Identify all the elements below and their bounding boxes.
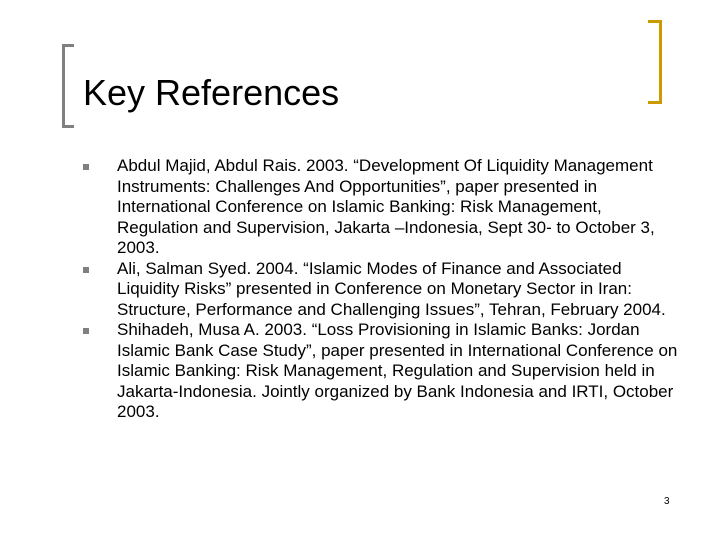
right-bracket-decoration	[648, 20, 662, 104]
reference-list	[80, 156, 680, 423]
square-bullet-icon	[83, 267, 89, 273]
reference-text: Ali, Salman Syed. 2004. “Islamic Modes of Finance and Associated Liquidity Risks” presented in Conference on Monetary Sector in Iran: Structure, Performance and Challenging Issues”, Tehran, February 2004.	[117, 258, 666, 319]
reference-text: Shihadeh, Musa A. 2003. “Loss Provisioning in Islamic Banks: Jordan Islamic Bank Case Study”, paper presented in International Conference on Islamic Banking: Risk Management, Regulation and Supervision held in Jakarta-Indonesia. Jointly organized by Bank Indonesia and IRTI, October 2003.	[117, 320, 678, 421]
slide-title: Key References	[83, 72, 340, 113]
square-bullet-icon	[83, 164, 89, 170]
list-item	[80, 259, 680, 321]
page-number: 3	[664, 496, 670, 507]
reference-text: Abdul Majid, Abdul Rais. 2003. “Development Of Liquidity Management Instruments: Challenges And Opportunities”, paper presented in International Conference on Islamic Banking: Risk Management, Regulation and Supervision, Jakarta –Indonesia, Sept 30- to October 3, 2003.	[117, 156, 655, 257]
list-item	[80, 320, 680, 423]
list-item	[80, 156, 680, 259]
left-bracket-decoration	[62, 44, 74, 128]
square-bullet-icon	[83, 328, 89, 334]
